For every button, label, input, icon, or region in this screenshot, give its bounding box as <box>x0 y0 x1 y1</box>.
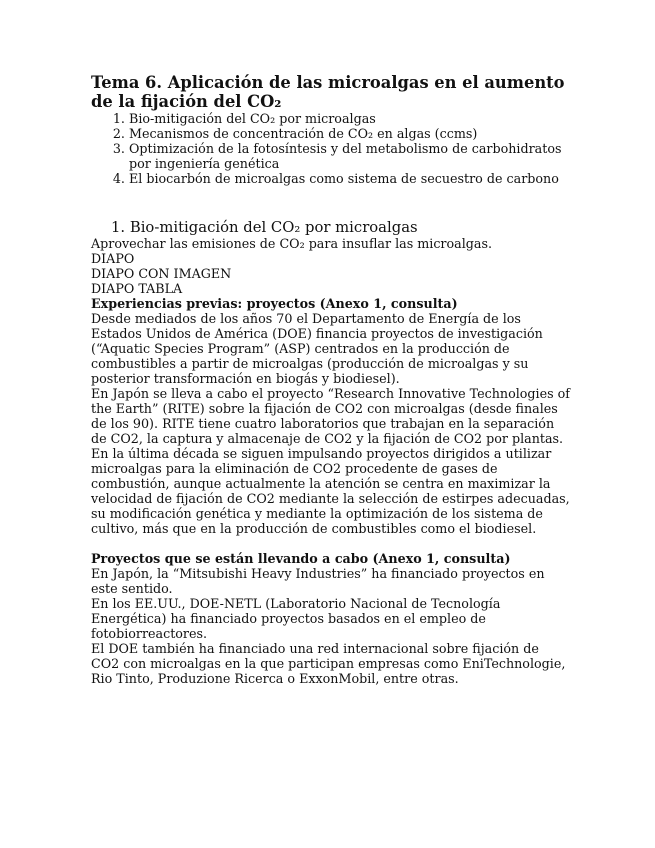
intro-paragraph: Aprovechar las emisiones de CO₂ para insuflar las microalgas. <box>91 236 492 251</box>
document-title: Tema 6. Aplicación de las microalgas en el aumento de la fijación del CO₂ <box>91 73 565 111</box>
diapo-table-note: DIAPO TABLA <box>91 281 183 296</box>
table-of-contents <box>91 111 571 186</box>
projects-heading: Proyectos que se están llevando a cabo (Anexo 1, consulta) <box>91 551 511 566</box>
diapo-note: DIAPO <box>91 251 135 266</box>
projects-paragraph: El DOE también ha financiado una red internacional sobre fijación de CO2 con microalgas en la que participan empresas como EniTechnologie, Rio Tinto, Produzione Ricerca o ExxonMobil, entre otras. <box>91 641 566 686</box>
toc-item: 2. Mecanismos de concentración de CO₂ en algas (ccms) <box>129 126 571 141</box>
toc-item: 3. Optimización de la fotosíntesis y del metabolismo de carbohidratos por ingeniería genética <box>129 141 571 171</box>
experiences-heading: Experiencias previas: proyectos (Anexo 1, consulta) <box>91 296 458 311</box>
paragraph-gap <box>91 536 571 551</box>
toc-item: 4. El biocarbón de microalgas como sistema de secuestro de carbono <box>129 171 571 186</box>
section-heading: 1. Bio-mitigación del CO₂ por microalgas <box>111 219 418 236</box>
toc-item: 1. Bio-mitigación del CO₂ por microalgas <box>129 111 571 126</box>
document-page <box>91 73 571 686</box>
projects-paragraph: En los EE.UU., DOE-NETL (Laboratorio Nacional de Tecnología Energética) ha financiado proyectos basados en el empleo de fotobiorreactores. <box>91 596 501 641</box>
experiences-paragraph: En Japón se lleva a cabo el proyecto “Research Innovative Technologies of the Earth” (RITE) sobre la fijación de CO2 con microalgas (desde finales de los 90). RITE tiene cuatro laboratorios que trabajan en la separación de CO2, la captura y almacenaje de CO2 y la fijación de CO2 por plantas. <box>91 386 570 446</box>
diapo-image-note: DIAPO CON IMAGEN <box>91 266 232 281</box>
projects-paragraph: En Japón, la “Mitsubishi Heavy Industries” ha financiado proyectos en este sentido. <box>91 566 545 596</box>
experiences-paragraph: En la última década se siguen impulsando proyectos dirigidos a utilizar microalgas para la eliminación de CO2 procedente de gases de combustión, aunque actualmente la atención se centra en maximizar la velocidad de fijación de CO2 mediante la selección de estirpes adecuadas, su modificación genética y mediante la optimización de los sistema de cultivo, más que en la producción de combustibles como el biodiesel. <box>91 446 570 536</box>
experiences-paragraph: Desde mediados de los años 70 el Departamento de Energía de los Estados Unidos de América (DOE) financia proyectos de investigación (“Aquatic Species Program” (ASP) centrados en la producción de combustibles a partir de microalgas (producción de microalgas y su posterior transformación en biogás y biodiesel). <box>91 311 543 386</box>
